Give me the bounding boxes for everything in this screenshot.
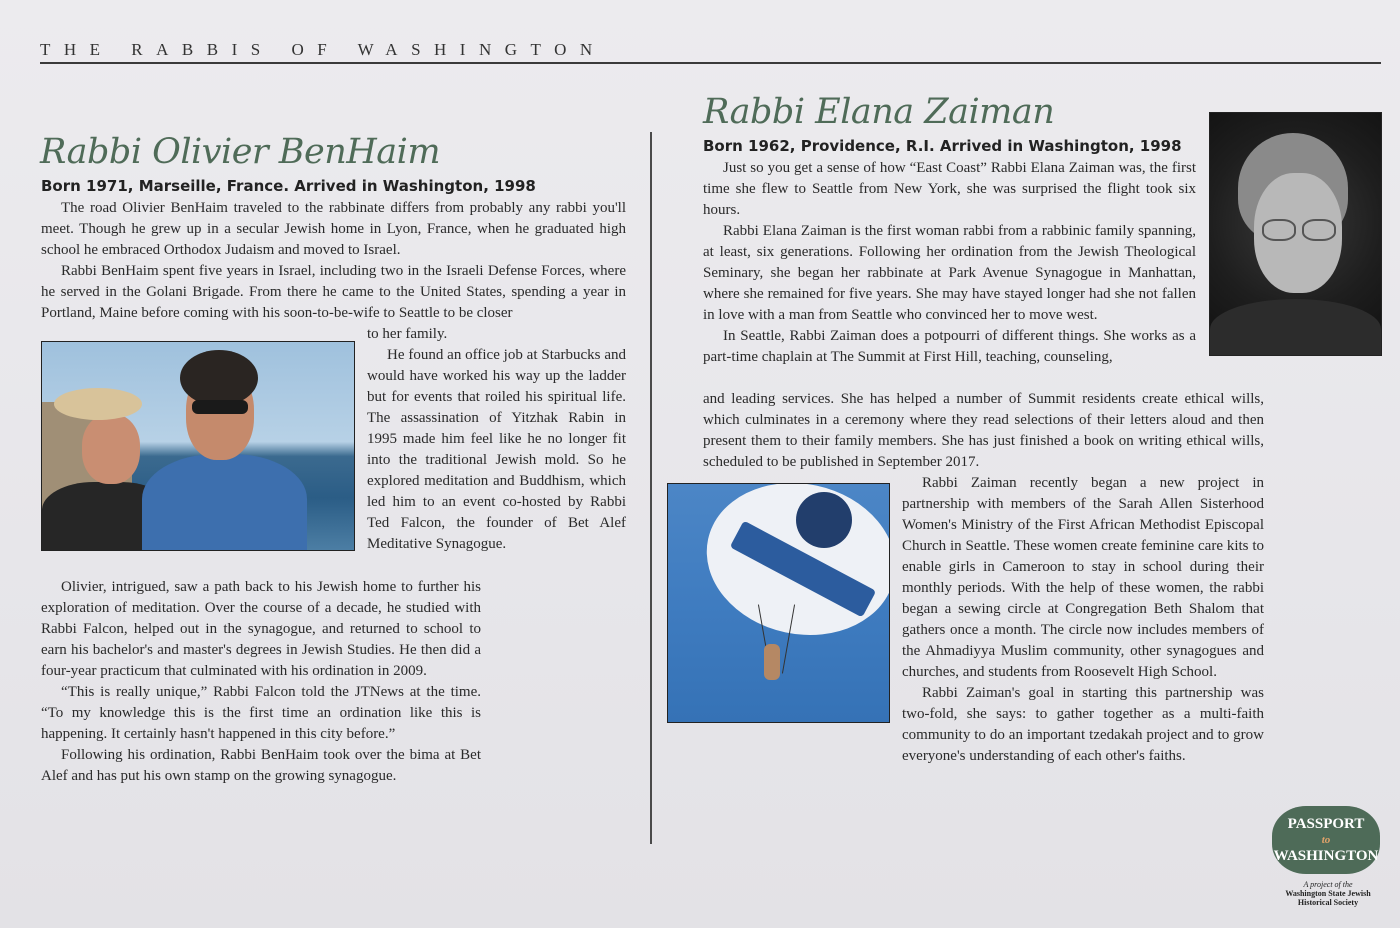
left-paragraph: Rabbi BenHaim spent five years in Israel, including two in the Israeli Defense Forces, where he served in the Golani Brigade. From there he came to the United States, spending a year in Portland, Maine before coming with his soon-to-be-wife to Seattle to be closer: [41, 263, 626, 321]
left-bio-bottom: [41, 577, 481, 787]
left-bio-top: [41, 198, 626, 324]
right-paragraph: and leading services. She has helped a number of Summit residents create ethical wills, which culminates in a ceremony where they read selections of their letters aloud and then present them to their family members. She has just finished a book on writing ethical wills, scheduled to be published in September 2017.: [703, 391, 1264, 470]
right-paragraph: Rabbi Zaiman's goal in starting this partnership was two-fold, she says: to gather together as a multi-faith community to do an important tzedakah project and to grow everyone's understanding of each other's faiths.: [902, 685, 1264, 764]
parasail-photo: [667, 483, 890, 723]
badge-line1: PASSPORT: [1287, 816, 1365, 832]
passport-badge: [1272, 806, 1380, 874]
badge-caption-2: Washington State Jewish: [1285, 889, 1371, 898]
left-paragraph: The road Olivier BenHaim traveled to the rabbinate differs from probably any rabbi you'll meet. Though he grew up in a secular Jewish home in Lyon, France, when he graduated high school he embraced Orthodox Judaism and moved to Israel.: [41, 200, 626, 258]
couple-photo: [41, 341, 355, 551]
badge-caption-1: A project of the: [1303, 880, 1353, 889]
left-paragraph: to her family.: [367, 326, 448, 342]
badge-caption: [1272, 880, 1384, 907]
left-paragraph: He found an office job at Starbucks and would have worked his way up the ladder but for events that roiled his spiritual life. The assassination of Yitzhak Rabin in 1995 made him feel like he no longer fit into the traditional Jewish mold. So he explored meditation and Buddhism, which led him to an event co-hosted by Rabbi Ted Falcon, the founder of Bet Alef Meditative Synagogue.: [367, 347, 626, 552]
badge-line2: WASHINGTON: [1273, 848, 1379, 864]
badge-to: to: [1321, 834, 1331, 846]
right-paragraph: Rabbi Elana Zaiman is the first woman rabbi from a rabbinic family spanning, at least, six generations. Following her ordination from the Jewish Theological Seminary, she began her rabbinate at Park Avenue Synagogue in Manhattan, where she remained for five years. She may have stayed longer had she not fallen in love with a man from Seattle who convinced her to move west.: [703, 223, 1196, 323]
badge-caption-3: Historical Society: [1297, 898, 1359, 907]
right-bio-middle: [703, 389, 1264, 473]
left-paragraph: Following his ordination, Rabbi BenHaim took over the bima at Bet Alef and has put his own stamp on the growing synagogue.: [41, 747, 481, 784]
column-divider: [650, 132, 652, 844]
right-rabbi-name: Rabbi Elana Zaiman: [703, 92, 1055, 132]
left-rabbi-born: Born 1971, Marseille, France. Arrived in Washington, 1998: [41, 177, 536, 195]
right-rabbi-born: Born 1962, Providence, R.I. Arrived in Washington, 1998: [703, 137, 1182, 155]
passport-logo: [1272, 806, 1384, 916]
right-bio-bottom: [902, 473, 1264, 767]
right-paragraph: Rabbi Zaiman recently began a new project in partnership with members of the Sarah Allen Sisterhood Women's Ministry of the First African Methodist Episcopal Church in Seattle. These women create feminine care kits to enable girls in Cameroon to stay in school during their monthly periods. With the help of these women, the rabbi began a sewing circle at Congregation Beth Shalom that gathers once a month. The circle now includes members of the Ahmadiyya Muslim community, other synagogues and churches, and students from Roosevelt High School.: [902, 475, 1264, 680]
left-paragraph: “This is really unique,” Rabbi Falcon told the JTNews at the time. “To my knowledge this is the first time an ordination like this is happening. It certainly hasn't happened in this city before.”: [41, 684, 481, 742]
right-bio-top: [703, 158, 1196, 368]
page-header: [40, 40, 1381, 64]
right-paragraph: Just so you get a sense of how “East Coast” Rabbi Elana Zaiman was, the first time she flew to Seattle from New York, she was surprised the flight took six hours.: [703, 160, 1196, 218]
left-paragraph: Olivier, intrigued, saw a path back to his Jewish home to further his exploration of meditation. Over the course of a decade, he studied with Rabbi Falcon, helped out in the synagogue, and returned to school to earn his bachelor's and master's degrees in Jewish Studies. He then did a four-year practicum that culminated with his ordination in 2009.: [41, 579, 481, 679]
header-title: THE RABBIS OF WASHINGTON: [40, 40, 606, 59]
portrait-photo: [1209, 112, 1382, 356]
left-rabbi-name: Rabbi Olivier BenHaim: [40, 132, 441, 172]
right-paragraph: In Seattle, Rabbi Zaiman does a potpourri of different things. She works as a part-time chaplain at The Summit at First Hill, teaching, counseling,: [703, 328, 1196, 365]
left-bio-wrap: [367, 324, 626, 555]
